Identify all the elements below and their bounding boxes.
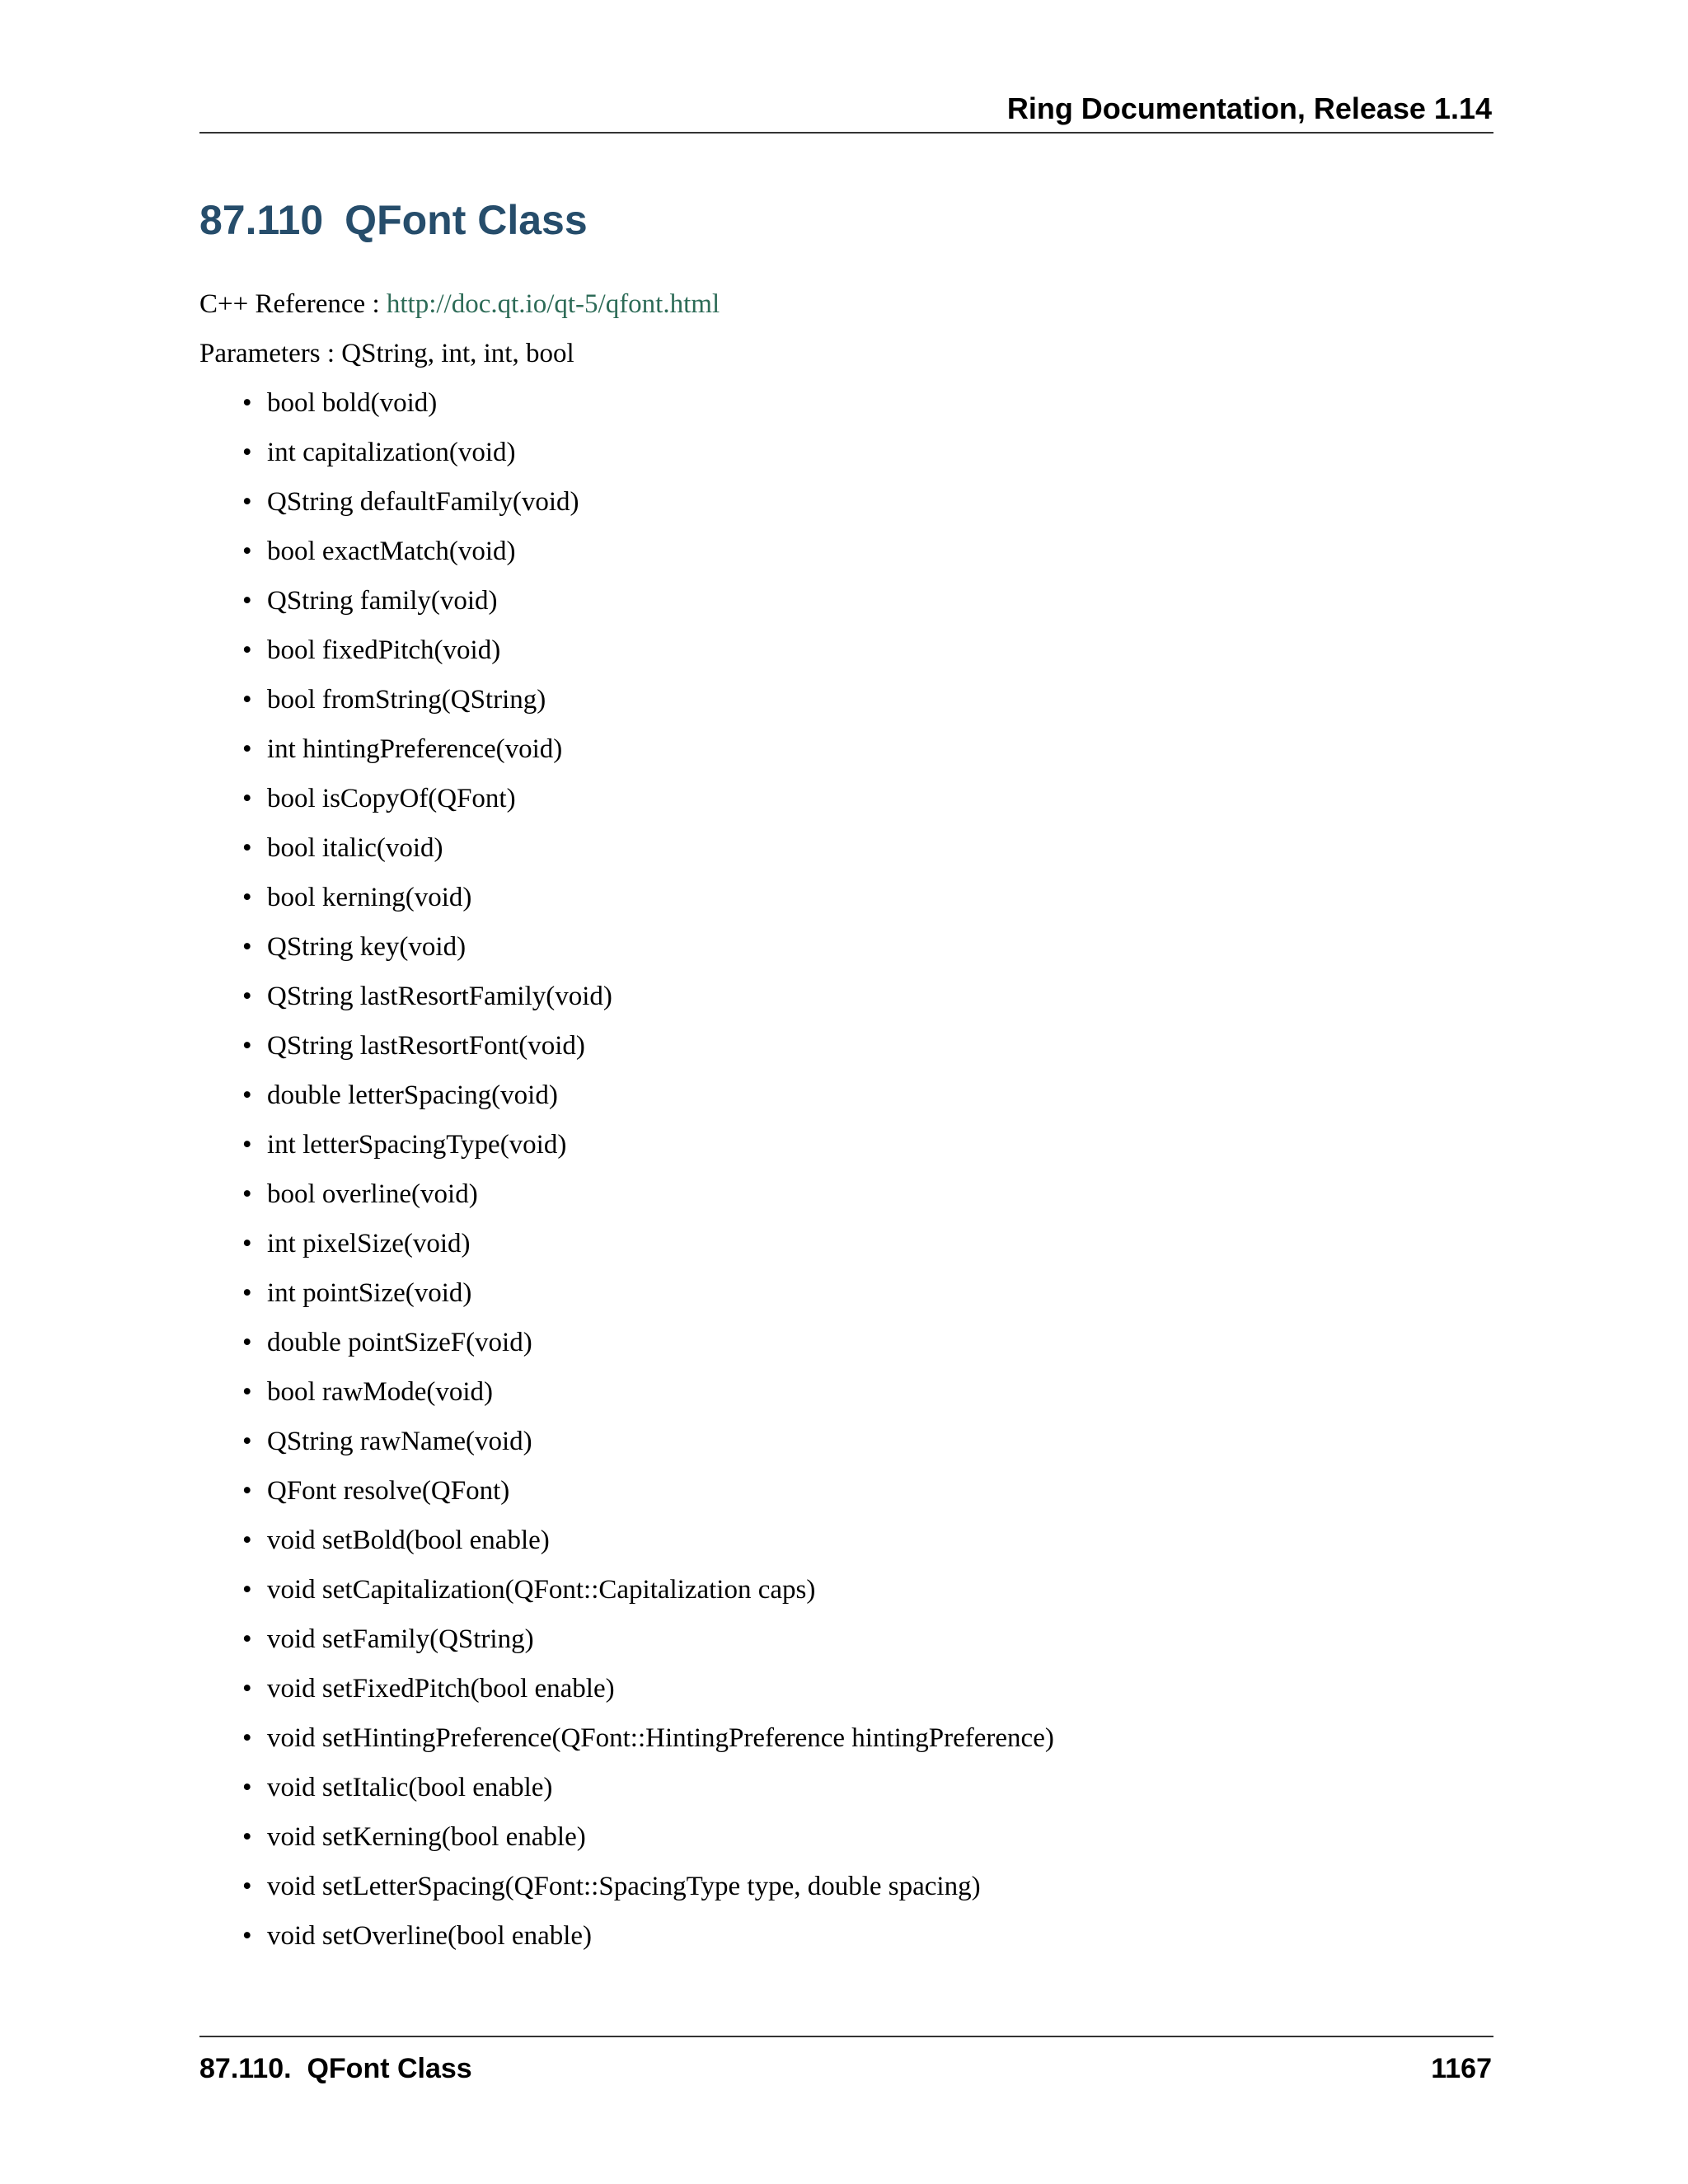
method-list-item (242, 1524, 1054, 1573)
method-list-item (242, 387, 1054, 436)
method-list-item (242, 1079, 1054, 1128)
method-list (242, 387, 1054, 1969)
method-list-item (242, 832, 1054, 881)
bullet-icon: • (242, 1575, 252, 1605)
method-list-item (242, 1870, 1054, 1919)
bullet-icon: • (242, 1822, 252, 1852)
method-signature: bool overline(void) (267, 1179, 478, 1209)
method-list-item (242, 634, 1054, 683)
bullet-icon: • (242, 833, 252, 863)
bullet-icon: • (242, 1921, 252, 1951)
method-list-item (242, 782, 1054, 832)
method-list-item (242, 1623, 1054, 1672)
bullet-icon: • (242, 1427, 252, 1456)
footer-section-label: 87.110. QFont Class (199, 2053, 472, 2084)
bullet-icon: • (242, 635, 252, 665)
bullet-icon: • (242, 438, 252, 467)
bullet-icon: • (242, 1526, 252, 1555)
method-list-item (242, 733, 1054, 782)
page-footer (199, 2036, 1493, 2087)
section-title: QFont Class (345, 197, 588, 243)
method-list-item (242, 1821, 1054, 1870)
method-signature: void setKerning(bool enable) (267, 1822, 586, 1852)
method-list-item (242, 980, 1054, 1029)
method-list-item (242, 1722, 1054, 1771)
method-list-item (242, 930, 1054, 980)
method-signature: void setFamily(QString) (267, 1624, 534, 1654)
method-signature: QString lastResortFont(void) (267, 1031, 585, 1061)
method-signature: bool exactMatch(void) (267, 537, 516, 566)
method-signature: int hintingPreference(void) (267, 734, 563, 764)
bullet-icon: • (242, 1328, 252, 1357)
bullet-icon: • (242, 388, 252, 418)
page-header (199, 86, 1493, 134)
method-signature: double letterSpacing(void) (267, 1080, 558, 1110)
method-signature: bool fixedPitch(void) (267, 635, 501, 665)
bullet-icon: • (242, 1229, 252, 1258)
method-list-item (242, 1573, 1054, 1623)
method-list-item (242, 1326, 1054, 1376)
method-list-item (242, 1474, 1054, 1524)
page-number: 1167 (1431, 2053, 1492, 2084)
bullet-icon: • (242, 784, 252, 813)
cpp-reference-line (199, 288, 720, 321)
method-list-item (242, 485, 1054, 535)
bullet-icon: • (242, 1278, 252, 1308)
method-signature: QString defaultFamily(void) (267, 487, 579, 517)
method-list-item (242, 1029, 1054, 1079)
method-list-item (242, 1376, 1054, 1425)
method-signature: void setOverline(bool enable) (267, 1921, 593, 1951)
bullet-icon: • (242, 487, 252, 517)
bullet-icon: • (242, 1080, 252, 1110)
method-list-item (242, 1919, 1054, 1969)
bullet-icon: • (242, 1674, 252, 1704)
section-heading (199, 191, 588, 249)
method-list-item (242, 1425, 1054, 1474)
method-signature: bool bold(void) (267, 388, 438, 418)
method-signature: QString lastResortFamily(void) (267, 982, 612, 1011)
bullet-icon: • (242, 1773, 252, 1802)
section-number: 87.110 (199, 197, 324, 243)
method-list-item (242, 535, 1054, 584)
method-list-item (242, 1227, 1054, 1277)
bullet-icon: • (242, 537, 252, 566)
bullet-icon: • (242, 1179, 252, 1209)
method-signature: int pixelSize(void) (267, 1229, 471, 1258)
method-list-item (242, 1277, 1054, 1326)
bullet-icon: • (242, 1723, 252, 1753)
method-signature: double pointSizeF(void) (267, 1328, 532, 1357)
bullet-icon: • (242, 586, 252, 616)
method-signature: bool italic(void) (267, 833, 443, 863)
method-signature: bool rawMode(void) (267, 1377, 494, 1407)
bullet-icon: • (242, 1130, 252, 1160)
method-signature: bool isCopyOf(QFont) (267, 784, 516, 813)
bullet-icon: • (242, 932, 252, 962)
method-list-item (242, 436, 1054, 485)
method-signature: void setLetterSpacing(QFont::SpacingType type, double spacing) (267, 1872, 981, 1901)
method-list-item (242, 1178, 1054, 1227)
method-list-item (242, 584, 1054, 634)
bullet-icon: • (242, 982, 252, 1011)
method-list-item (242, 1672, 1054, 1722)
method-list-item (242, 881, 1054, 930)
method-signature: bool fromString(QString) (267, 685, 546, 715)
method-signature: void setHintingPreference(QFont::HintingPreference hintingPreference) (267, 1723, 1054, 1753)
bullet-icon: • (242, 1624, 252, 1654)
method-list-item (242, 1771, 1054, 1821)
bullet-icon: • (242, 1031, 252, 1061)
method-list-item (242, 683, 1054, 733)
bullet-icon: • (242, 1476, 252, 1506)
method-signature: void setBold(bool enable) (267, 1526, 550, 1555)
cpp-reference-link[interactable]: http://doc.qt.io/qt-5/qfont.html (386, 289, 720, 319)
method-signature: bool kerning(void) (267, 883, 472, 912)
method-signature: void setItalic(bool enable) (267, 1773, 553, 1802)
method-signature: int pointSize(void) (267, 1278, 472, 1308)
method-signature: QString key(void) (267, 932, 467, 962)
bullet-icon: • (242, 1377, 252, 1407)
method-signature: QFont resolve(QFont) (267, 1476, 510, 1506)
bullet-icon: • (242, 685, 252, 715)
bullet-icon: • (242, 1872, 252, 1901)
method-signature: int letterSpacingType(void) (267, 1130, 567, 1160)
document-title: Ring Documentation, Release 1.14 (1006, 91, 1492, 125)
method-signature: void setFixedPitch(bool enable) (267, 1674, 615, 1704)
method-signature: void setCapitalization(QFont::Capitalization caps) (267, 1575, 816, 1605)
method-signature: int capitalization(void) (267, 438, 516, 467)
bullet-icon: • (242, 883, 252, 912)
method-signature: QString family(void) (267, 586, 498, 616)
cpp-reference-label: C++ Reference : (199, 289, 387, 319)
bullet-icon: • (242, 734, 252, 764)
method-signature: QString rawName(void) (267, 1427, 532, 1456)
method-list-item (242, 1128, 1054, 1178)
parameters-line: Parameters : QString, int, int, bool (199, 339, 574, 368)
